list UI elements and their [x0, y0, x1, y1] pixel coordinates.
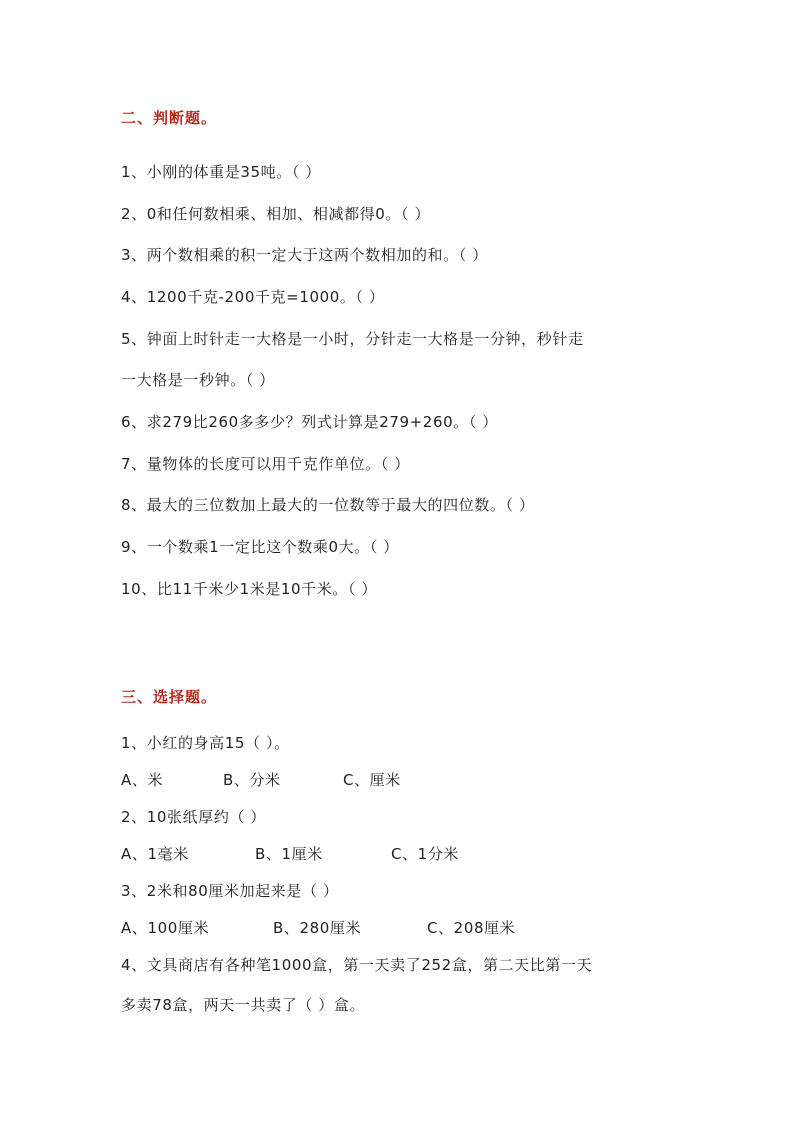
choice-option-b: B、分米: [223, 771, 281, 789]
choice-option-c: C、厘米: [343, 771, 401, 789]
judgment-item-7: 7、量物体的长度可以用千克作单位。（ ）: [121, 455, 410, 473]
choice-options-3: [121, 918, 515, 938]
section-title-choice: 三、选择题。: [121, 688, 218, 706]
judgment-item-5-line1: 5、钟面上时针走一大格是一小时，分针走一大格是一分钟，秒针走: [121, 330, 584, 348]
judgment-item-9: 9、一个数乘1一定比这个数乘0大。（ ）: [121, 538, 399, 556]
choice-question-4-line1: 4、文具商店有各种笔1000盒，第一天卖了252盒，第二天比第一天: [121, 956, 593, 974]
choice-options-1: [121, 770, 401, 790]
choice-options-2: [121, 844, 459, 864]
judgment-item-5-line2: 一大格是一秒钟。（ ）: [121, 371, 275, 389]
choice-option-b: B、280厘米: [273, 919, 362, 937]
judgment-item-3: 3、两个数相乘的积一定大于这两个数相加的和。（ ）: [121, 246, 488, 264]
choice-question-4-line2: 多卖78盒，两天一共卖了（ ）盒。: [121, 996, 366, 1014]
choice-option-c: C、1分米: [391, 845, 460, 863]
judgment-item-6: 6、求279比260多多少？列式计算是279+260。（ ）: [121, 413, 498, 431]
judgment-item-4: 4、1200千克-200千克=1000。（ ）: [121, 288, 385, 306]
choice-question-1: 1、小红的身高15（ ）。: [121, 734, 290, 752]
choice-option-a: A、1毫米: [121, 845, 189, 863]
choice-option-b: B、1厘米: [255, 845, 323, 863]
judgment-item-2: 2、0和任何数相乘、相加、相减都得0。（ ）: [121, 205, 431, 223]
choice-question-2: 2、10张纸厚约（ ）: [121, 808, 266, 826]
choice-question-3: 3、2米和80厘米加起来是（ ）: [121, 882, 339, 900]
choice-option-a: A、米: [121, 771, 164, 789]
judgment-item-1: 1、小刚的体重是35吨。（ ）: [121, 163, 321, 181]
judgment-item-8: 8、最大的三位数加上最大的一位数等于最大的四位数。（ ）: [121, 496, 535, 514]
section-title-judgment: 二、判断题。: [121, 109, 218, 127]
choice-option-a: A、100厘米: [121, 919, 210, 937]
choice-option-c: C、208厘米: [427, 919, 516, 937]
judgment-item-10: 10、比11千米少1米是10千米。（ ）: [121, 580, 378, 598]
